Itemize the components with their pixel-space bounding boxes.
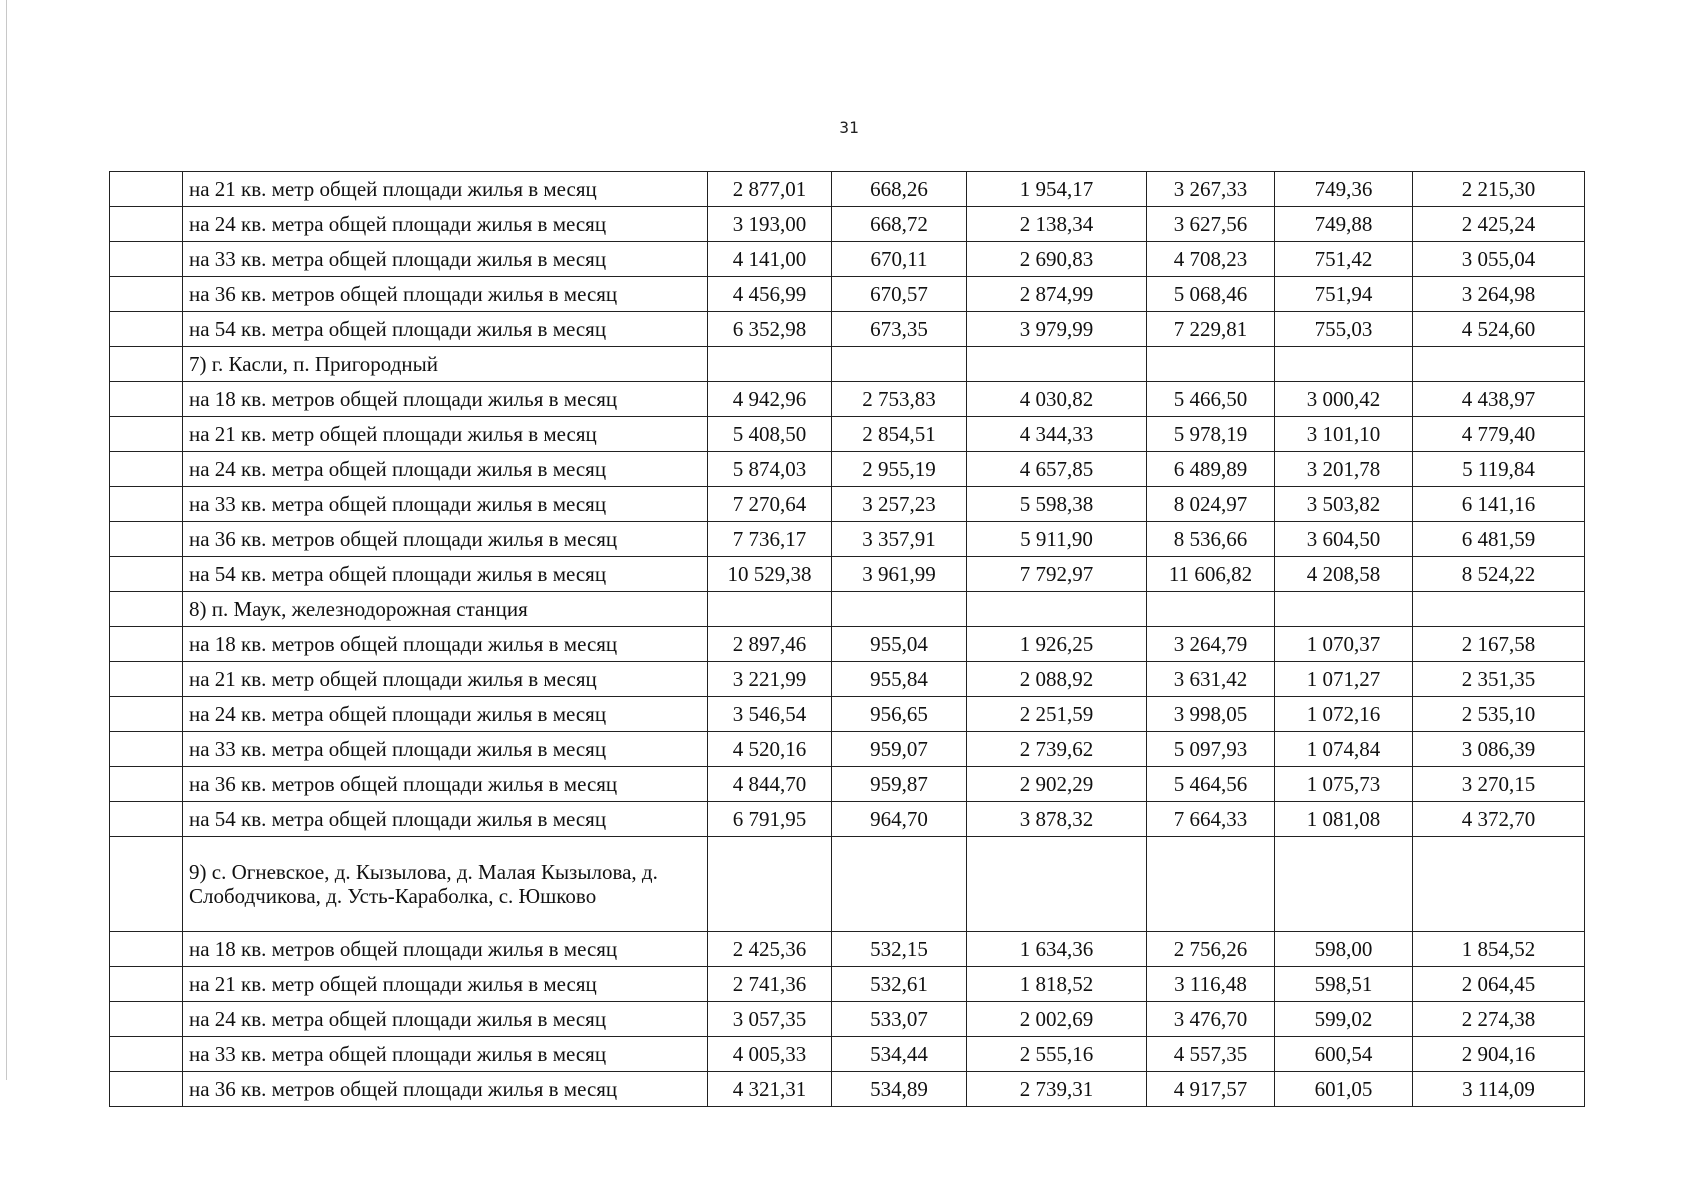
value-cell: 7 229,81 (1147, 312, 1275, 347)
value-cell: 2 739,62 (967, 732, 1147, 767)
value-cell: 4 141,00 (708, 242, 832, 277)
row-label-cell: на 18 кв. метров общей площади жилья в месяц (183, 627, 708, 662)
value-cell: 2 138,34 (967, 207, 1147, 242)
value-cell: 4 456,99 (708, 277, 832, 312)
table-row (110, 382, 1585, 417)
value-cell: 2 251,59 (967, 697, 1147, 732)
row-label-cell: на 33 кв. метра общей площади жилья в месяц (183, 487, 708, 522)
row-label-cell: на 36 кв. метров общей площади жилья в месяц (183, 1072, 708, 1107)
row-index-cell (110, 767, 183, 802)
value-cell: 2 739,31 (967, 1072, 1147, 1107)
value-cell: 4 942,96 (708, 382, 832, 417)
value-cell: 670,11 (832, 242, 967, 277)
row-index-cell (110, 697, 183, 732)
value-cell: 7 792,97 (967, 557, 1147, 592)
value-cell: 3 979,99 (967, 312, 1147, 347)
value-cell: 3 476,70 (1147, 1002, 1275, 1037)
value-cell: 4 372,70 (1413, 802, 1585, 837)
value-cell: 2 904,16 (1413, 1037, 1585, 1072)
row-label-cell: на 54 кв. метра общей площади жилья в месяц (183, 557, 708, 592)
value-cell: 964,70 (832, 802, 967, 837)
value-cell: 2 535,10 (1413, 697, 1585, 732)
value-cell: 5 408,50 (708, 417, 832, 452)
table-row (110, 172, 1585, 207)
value-cell: 4 917,57 (1147, 1072, 1275, 1107)
row-label-cell: на 21 кв. метр общей площади жилья в месяц (183, 417, 708, 452)
value-cell: 2 425,36 (708, 932, 832, 967)
value-cell: 3 627,56 (1147, 207, 1275, 242)
row-label-cell: на 21 кв. метр общей площади жилья в месяц (183, 662, 708, 697)
value-cell: 2 897,46 (708, 627, 832, 662)
value-cell (1147, 592, 1275, 627)
value-cell (1413, 347, 1585, 382)
row-index-cell (110, 1072, 183, 1107)
table-row (110, 417, 1585, 452)
scan-edge-line (6, 0, 7, 1080)
value-cell: 749,88 (1275, 207, 1413, 242)
value-cell: 2 955,19 (832, 452, 967, 487)
value-cell: 2 877,01 (708, 172, 832, 207)
row-index-cell (110, 242, 183, 277)
table-section-row (110, 592, 1585, 627)
value-cell (1147, 837, 1275, 932)
value-cell: 3 114,09 (1413, 1072, 1585, 1107)
value-cell: 955,84 (832, 662, 967, 697)
table-row (110, 277, 1585, 312)
value-cell: 670,57 (832, 277, 967, 312)
value-cell: 534,89 (832, 1072, 967, 1107)
value-cell: 2 756,26 (1147, 932, 1275, 967)
row-index-cell (110, 662, 183, 697)
value-cell: 3 000,42 (1275, 382, 1413, 417)
table-row (110, 802, 1585, 837)
value-cell (832, 347, 967, 382)
value-cell (1413, 592, 1585, 627)
value-cell: 668,72 (832, 207, 967, 242)
value-cell (967, 592, 1147, 627)
value-cell: 601,05 (1275, 1072, 1413, 1107)
value-cell: 3 264,98 (1413, 277, 1585, 312)
value-cell: 1 072,16 (1275, 697, 1413, 732)
value-cell: 3 257,23 (832, 487, 967, 522)
row-label-cell: на 21 кв. метр общей площади жилья в месяц (183, 172, 708, 207)
value-cell: 532,61 (832, 967, 967, 1002)
table-section-row (110, 347, 1585, 382)
row-index-cell (110, 967, 183, 1002)
value-cell: 5 874,03 (708, 452, 832, 487)
value-cell: 5 097,93 (1147, 732, 1275, 767)
table-row (110, 557, 1585, 592)
value-cell: 5 068,46 (1147, 277, 1275, 312)
value-cell: 5 598,38 (967, 487, 1147, 522)
value-cell: 751,42 (1275, 242, 1413, 277)
value-cell: 3 503,82 (1275, 487, 1413, 522)
value-cell: 6 481,59 (1413, 522, 1585, 557)
row-label-cell: на 18 кв. метров общей площади жилья в месяц (183, 382, 708, 417)
value-cell: 2 753,83 (832, 382, 967, 417)
row-index-cell (110, 487, 183, 522)
row-index-cell (110, 932, 183, 967)
value-cell: 533,07 (832, 1002, 967, 1037)
table-row (110, 452, 1585, 487)
value-cell: 3 193,00 (708, 207, 832, 242)
value-cell: 8 524,22 (1413, 557, 1585, 592)
value-cell: 3 998,05 (1147, 697, 1275, 732)
value-cell: 3 086,39 (1413, 732, 1585, 767)
value-cell: 2 088,92 (967, 662, 1147, 697)
value-cell: 3 201,78 (1275, 452, 1413, 487)
value-cell: 6 141,16 (1413, 487, 1585, 522)
table-row (110, 967, 1585, 1002)
value-cell: 2 215,30 (1413, 172, 1585, 207)
value-cell: 2 741,36 (708, 967, 832, 1002)
value-cell (832, 837, 967, 932)
value-cell (1275, 837, 1413, 932)
row-label-cell: на 36 кв. метров общей площади жилья в месяц (183, 522, 708, 557)
value-cell: 959,87 (832, 767, 967, 802)
value-cell: 5 119,84 (1413, 452, 1585, 487)
value-cell: 3 357,91 (832, 522, 967, 557)
row-index-cell (110, 1037, 183, 1072)
table-row (110, 242, 1585, 277)
value-cell (708, 347, 832, 382)
value-cell: 4 708,23 (1147, 242, 1275, 277)
section-title-cell: 7) г. Касли, п. Пригородный (183, 347, 708, 382)
row-label-cell: на 33 кв. метра общей площади жилья в месяц (183, 732, 708, 767)
value-cell: 4 344,33 (967, 417, 1147, 452)
value-cell: 2 167,58 (1413, 627, 1585, 662)
value-cell: 668,26 (832, 172, 967, 207)
row-label-cell: на 24 кв. метра общей площади жилья в месяц (183, 452, 708, 487)
table-row (110, 487, 1585, 522)
table-row (110, 697, 1585, 732)
value-cell (967, 837, 1147, 932)
value-cell: 10 529,38 (708, 557, 832, 592)
row-label-cell: на 24 кв. метра общей площади жилья в месяц (183, 697, 708, 732)
row-index-cell (110, 592, 183, 627)
section-title-cell: 9) с. Огневское, д. Кызылова, д. Малая Кызылова, д. Слободчикова, д. Усть-Караболка, с. Юшково (183, 837, 708, 932)
row-label-cell: на 54 кв. метра общей площади жилья в месяц (183, 312, 708, 347)
row-index-cell (110, 277, 183, 312)
value-cell: 2 002,69 (967, 1002, 1147, 1037)
row-index-cell (110, 417, 183, 452)
section-title-cell: 8) п. Маук, железнодорожная станция (183, 592, 708, 627)
value-cell: 3 270,15 (1413, 767, 1585, 802)
table-section-row (110, 837, 1585, 932)
table-row (110, 662, 1585, 697)
row-label-cell: на 36 кв. метров общей площади жилья в месяц (183, 767, 708, 802)
row-label-cell: на 24 кв. метра общей площади жилья в месяц (183, 1002, 708, 1037)
row-index-cell (110, 1002, 183, 1037)
table-row (110, 1002, 1585, 1037)
value-cell: 4 779,40 (1413, 417, 1585, 452)
value-cell: 955,04 (832, 627, 967, 662)
value-cell: 6 791,95 (708, 802, 832, 837)
row-index-cell (110, 557, 183, 592)
value-cell: 1 070,37 (1275, 627, 1413, 662)
value-cell (1147, 347, 1275, 382)
value-cell: 5 466,50 (1147, 382, 1275, 417)
value-cell (967, 347, 1147, 382)
row-label-cell: на 24 кв. метра общей площади жилья в месяц (183, 207, 708, 242)
value-cell: 1 074,84 (1275, 732, 1413, 767)
value-cell: 755,03 (1275, 312, 1413, 347)
value-cell: 2 064,45 (1413, 967, 1585, 1002)
table-row (110, 207, 1585, 242)
value-cell (1275, 347, 1413, 382)
value-cell: 2 690,83 (967, 242, 1147, 277)
value-cell: 673,35 (832, 312, 967, 347)
value-cell: 3 878,32 (967, 802, 1147, 837)
value-cell: 3 055,04 (1413, 242, 1585, 277)
value-cell: 599,02 (1275, 1002, 1413, 1037)
value-cell: 751,94 (1275, 277, 1413, 312)
row-index-cell (110, 312, 183, 347)
value-cell: 4 208,58 (1275, 557, 1413, 592)
row-label-cell: на 54 кв. метра общей площади жилья в месяц (183, 802, 708, 837)
table-row (110, 1037, 1585, 1072)
value-cell: 4 844,70 (708, 767, 832, 802)
value-cell: 4 030,82 (967, 382, 1147, 417)
value-cell: 1 926,25 (967, 627, 1147, 662)
value-cell: 7 736,17 (708, 522, 832, 557)
value-cell: 1 634,36 (967, 932, 1147, 967)
value-cell: 4 557,35 (1147, 1037, 1275, 1072)
value-cell: 3 631,42 (1147, 662, 1275, 697)
value-cell: 4 657,85 (967, 452, 1147, 487)
value-cell: 3 057,35 (708, 1002, 832, 1037)
value-cell: 1 075,73 (1275, 767, 1413, 802)
value-cell: 598,00 (1275, 932, 1413, 967)
value-cell: 2 874,99 (967, 277, 1147, 312)
value-cell: 1 854,52 (1413, 932, 1585, 967)
value-cell: 5 911,90 (967, 522, 1147, 557)
value-cell: 956,65 (832, 697, 967, 732)
row-label-cell: на 36 кв. метров общей площади жилья в месяц (183, 277, 708, 312)
row-label-cell: на 18 кв. метров общей площади жилья в месяц (183, 932, 708, 967)
table-row (110, 312, 1585, 347)
row-index-cell (110, 347, 183, 382)
value-cell: 7 664,33 (1147, 802, 1275, 837)
value-cell: 1 954,17 (967, 172, 1147, 207)
value-cell: 5 978,19 (1147, 417, 1275, 452)
value-cell (1413, 837, 1585, 932)
value-cell: 598,51 (1275, 967, 1413, 1002)
value-cell: 1 071,27 (1275, 662, 1413, 697)
row-index-cell (110, 452, 183, 487)
value-cell: 8 536,66 (1147, 522, 1275, 557)
table-row (110, 1072, 1585, 1107)
value-cell: 4 438,97 (1413, 382, 1585, 417)
page-number: 31 (839, 118, 859, 137)
table-row (110, 932, 1585, 967)
row-index-cell (110, 172, 183, 207)
value-cell: 3 116,48 (1147, 967, 1275, 1002)
value-cell: 7 270,64 (708, 487, 832, 522)
value-cell: 1 818,52 (967, 967, 1147, 1002)
value-cell: 3 221,99 (708, 662, 832, 697)
row-label-cell: на 33 кв. метра общей площади жилья в месяц (183, 242, 708, 277)
value-cell: 3 267,33 (1147, 172, 1275, 207)
value-cell: 3 546,54 (708, 697, 832, 732)
value-cell (1275, 592, 1413, 627)
value-cell: 6 489,89 (1147, 452, 1275, 487)
table-body (110, 172, 1585, 1107)
value-cell: 3 101,10 (1275, 417, 1413, 452)
value-cell: 4 520,16 (708, 732, 832, 767)
value-cell: 4 524,60 (1413, 312, 1585, 347)
row-index-cell (110, 382, 183, 417)
value-cell: 2 274,38 (1413, 1002, 1585, 1037)
value-cell: 2 854,51 (832, 417, 967, 452)
row-index-cell (110, 802, 183, 837)
table-row (110, 627, 1585, 662)
value-cell: 2 425,24 (1413, 207, 1585, 242)
row-label-cell: на 21 кв. метр общей площади жилья в месяц (183, 967, 708, 1002)
value-cell: 3 264,79 (1147, 627, 1275, 662)
value-cell: 8 024,97 (1147, 487, 1275, 522)
value-cell: 3 604,50 (1275, 522, 1413, 557)
row-index-cell (110, 207, 183, 242)
value-cell: 4 005,33 (708, 1037, 832, 1072)
value-cell: 2 902,29 (967, 767, 1147, 802)
table-row (110, 522, 1585, 557)
row-index-cell (110, 522, 183, 557)
value-cell: 11 606,82 (1147, 557, 1275, 592)
value-cell: 3 961,99 (832, 557, 967, 592)
value-cell: 959,07 (832, 732, 967, 767)
tariff-table (109, 171, 1585, 1107)
value-cell: 2 555,16 (967, 1037, 1147, 1072)
table-row (110, 732, 1585, 767)
row-label-cell: на 33 кв. метра общей площади жилья в месяц (183, 1037, 708, 1072)
row-index-cell (110, 627, 183, 662)
value-cell: 6 352,98 (708, 312, 832, 347)
value-cell: 600,54 (1275, 1037, 1413, 1072)
value-cell (832, 592, 967, 627)
row-index-cell (110, 837, 183, 932)
value-cell: 1 081,08 (1275, 802, 1413, 837)
value-cell: 4 321,31 (708, 1072, 832, 1107)
value-cell: 532,15 (832, 932, 967, 967)
value-cell (708, 592, 832, 627)
row-index-cell (110, 732, 183, 767)
table-row (110, 767, 1585, 802)
value-cell: 5 464,56 (1147, 767, 1275, 802)
value-cell: 534,44 (832, 1037, 967, 1072)
value-cell: 2 351,35 (1413, 662, 1585, 697)
value-cell: 749,36 (1275, 172, 1413, 207)
value-cell (708, 837, 832, 932)
